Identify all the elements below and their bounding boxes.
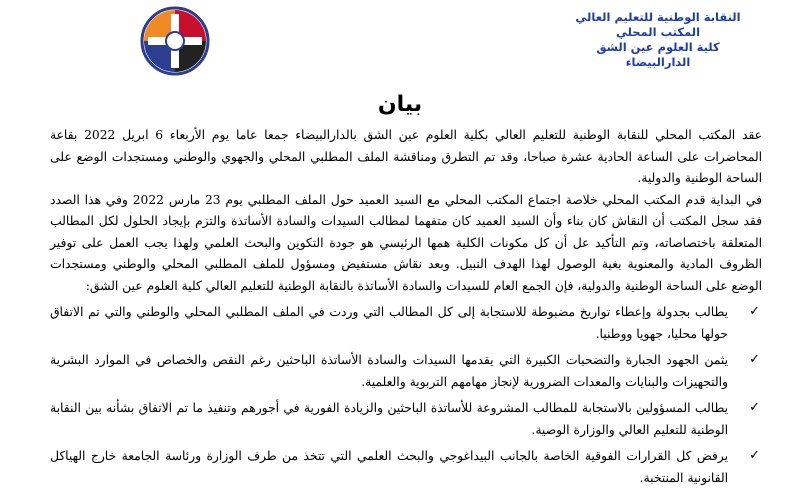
checkmark-icon: ✓: [749, 352, 760, 367]
union-logo-icon: [140, 6, 210, 76]
demand-text: يرفض كل القرارات الفوقية الخاصة بالجانب البيداغوجي والبحث العلمي التي تتخذ من طرف الوزارة ورئاسة الجامعة خارج الهياكل القانونية المنتخبة.: [50, 449, 728, 485]
document-body: [50, 125, 762, 489]
org-name: النقابة الوطنية للتعليم العالي: [575, 10, 741, 24]
faculty-name: كلية العلوم عين الشق: [596, 40, 720, 54]
demands-list: [50, 302, 762, 489]
paragraph-intro: عقد المكتب المحلي للنقابة الوطنية للتعليم العالي بكلية العلوم عين الشق بالدارالبيضاء جمعا عاما يوم الأربعاء 6 ابريل 2022 بقاعة المحاضرات على الساعة الحادية عشرة صباحا، وقد تم التطرق ومناقشة الملف المطلبي المحلي والجهوي والوطني ومستجدات الوضع على الساحة الوطنية والدولية.: [50, 128, 762, 185]
document-title: بيان: [377, 92, 423, 117]
list-item: [50, 398, 762, 441]
paragraph-summary: في البداية قدم المكتب المحلي خلاصة اجتماع المكتب المحلي مع السيد العميد حول الملف المطلبي يوم 23 مارس 2022 وفي هذا الصدد فقد سجل المكتب أن النقاش كان بناء وأن السيد العميد كان متفهما لمطالب السيدات والسادة الأساتذة والتزم بإيجاد الحلول لكل المطالب المتعلقة باختصاصاته، وتم التأكيد عل أن كل مكونات الكلية همها الرئيسي هو جودة التكوين والبحث العلمي ولهذا يجب العمل على توفير الظروف المادية والمعنوية بغية الوصول لهذا الهدف النبيل. وبعد نقاش مستفيض ومسؤول للملف المطلبي المحلي والوطني ومستجدات الوضع على الساحة الوطنية والدولية، فإن الجمع العام للسيدات والسادة الأساتذة بالنقابة الوطنية للتعليم العالي كلية العلوم عين الشق:: [50, 192, 762, 293]
demand-text: يطالب بجدولة وإعطاء تواريخ مضبوطة للاستجابة إلى كل المطالب التي وردت في الملف المطلبي المحلي والوطني والتي تم الاتفاق حولها محليا، جهويا ووطنيا.: [50, 305, 728, 341]
list-item: [50, 302, 762, 345]
checkmark-icon: ✓: [749, 400, 760, 415]
organization-header: [558, 10, 758, 70]
checkmark-icon: ✓: [749, 448, 760, 463]
city-name: الدارالبيضاء: [625, 55, 691, 69]
list-item: [50, 350, 762, 393]
list-item: [50, 446, 762, 489]
office-name: المكتب المحلي: [615, 25, 701, 39]
demand-text: يثمن الجهود الجبارة والتضحيات الكبيرة التي يقدمها السيدات والسادة الأساتذة الباحثين رغم النقص والخصاص في الموارد البشرية والتجهيزات والبنايات والمعدات الضرورية لإنجاز مهامهم التربوية والعلمية.: [50, 353, 728, 389]
checkmark-icon: ✓: [749, 304, 760, 319]
demand-text: يطالب المسؤولين بالاستجابة للمطالب المشروعة للأساتذة الباحثين والزيادة الفورية في أجورهم وتنفيذ ما تم الاتفاق بشأنه بين النقابة الوطنية للتعليم العالي والوزارة الوصية.: [50, 401, 728, 437]
